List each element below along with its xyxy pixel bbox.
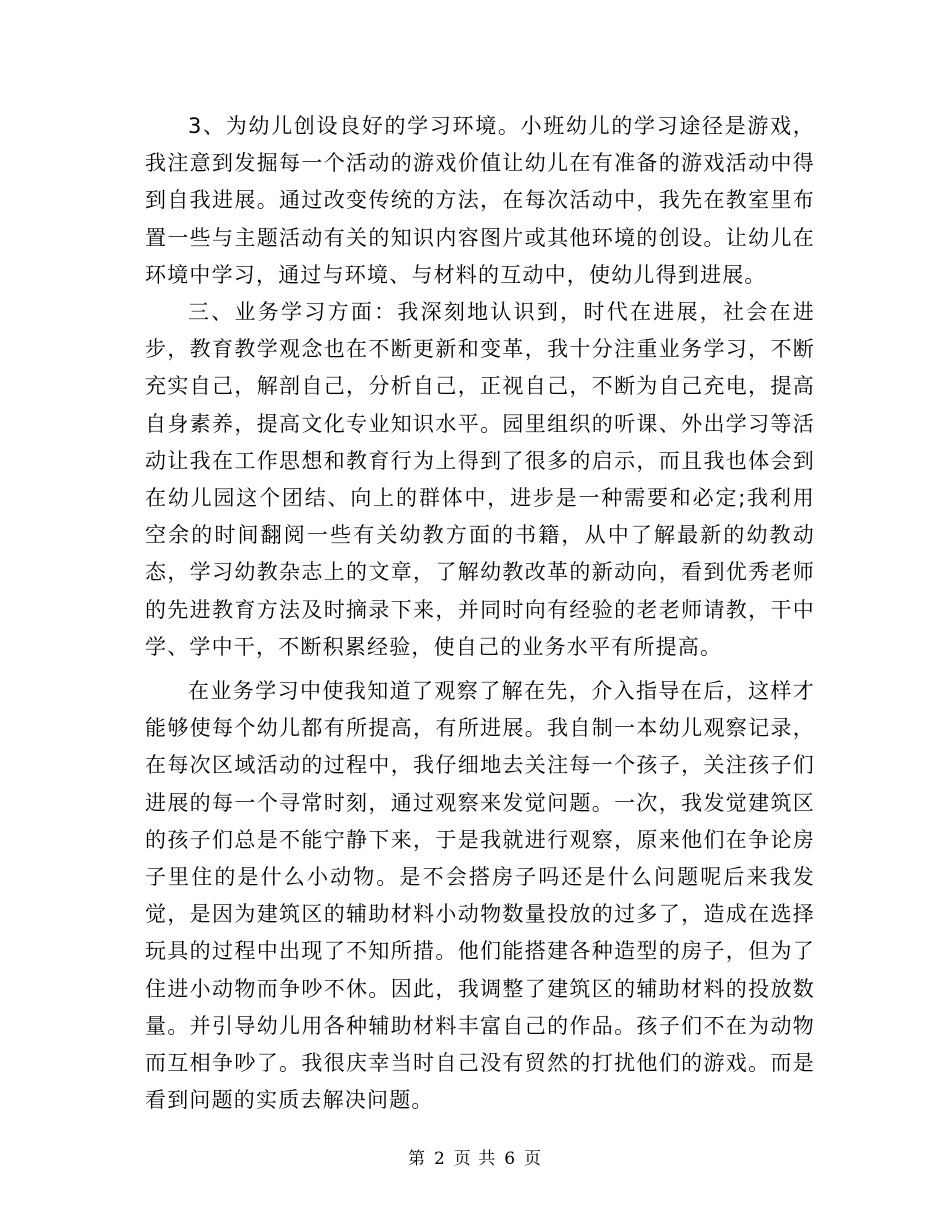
footer-suffix: 页 <box>524 1149 543 1169</box>
page-footer <box>0 1144 950 1169</box>
footer-page-number: 2 <box>433 1149 446 1169</box>
footer-prefix: 第 <box>407 1149 426 1169</box>
footer-total-pages: 6 <box>504 1149 517 1169</box>
paragraph-business-study: 三、业务学习方面：我深刻地认识到，时代在进展，社会在进步，教育教学观念也在不断更新和变革，我十分注重业务学习，不断充实自己，解剖自己，分析自己，正视自己，不断为自己充电，提高自身素养，提高文化专业知识水平。园里组织的听课、外出学习等活动让我在工作思想和教育行为上得到了很多的启示，而且我也体会到在幼儿园这个团结、向上的群体中，进步是一种需要和必定;我利用空余的时间翻阅一些有关幼教方面的书籍，从中了解最新的幼教动态，学习幼教杂志上的文章，了解幼教改革的新动向，看到优秀老师的先进教育方法及时摘录下来，并同时向有经验的老老师请教，干中学、学中干，不断积累经验，使自己的业务水平有所提高。 <box>145 300 815 659</box>
footer-middle: 页 共 <box>453 1149 497 1169</box>
paragraph-learning-environment: 3、为幼儿创设良好的学习环境。小班幼儿的学习途径是游戏，我注意到发掘每一个活动的游戏价值让幼儿在有准备的游戏活动中得到自我进展。通过改变传统的方法，在每次活动中，我先在教室里布置一些与主题活动有关的知识内容图片或其他环境的创设。让幼儿在环境中学习，通过与环境、与材料的互动中，使幼儿得到进展。 <box>145 114 815 287</box>
body-text <box>145 108 815 1119</box>
paragraph-observation: 在业务学习中使我知道了观察了解在先，介入指导在后，这样才能够使每个幼儿都有所提高，有所进展。我自制一本幼儿观察记录，在每次区域活动的过程中，我仔细地去关注每一个孩子，关注孩子们进展的每一个寻常时刻，通过观察来发觉问题。一次，我发觉建筑区的孩子们总是不能宁静下来，于是我就进行观察，原来他们在争论房子里住的是什么小动物。是不会搭房子吗还是什么问题呢后来我发觉，是因为建筑区的辅助材料小动物数量投放的过多了，造成在选择玩具的过程中出现了不知所措。他们能搭建各种造型的房子，但为了住进小动物而争吵不休。因此，我调整了建筑区的辅助材料的投放数量。并引导幼儿用各种辅助材料丰富自己的作品。孩子们不在为动物而互相争吵了。我很庆幸当时自己没有贸然的打扰他们的游戏。而是看到问题的实质去解决问题。 <box>145 679 815 1113</box>
